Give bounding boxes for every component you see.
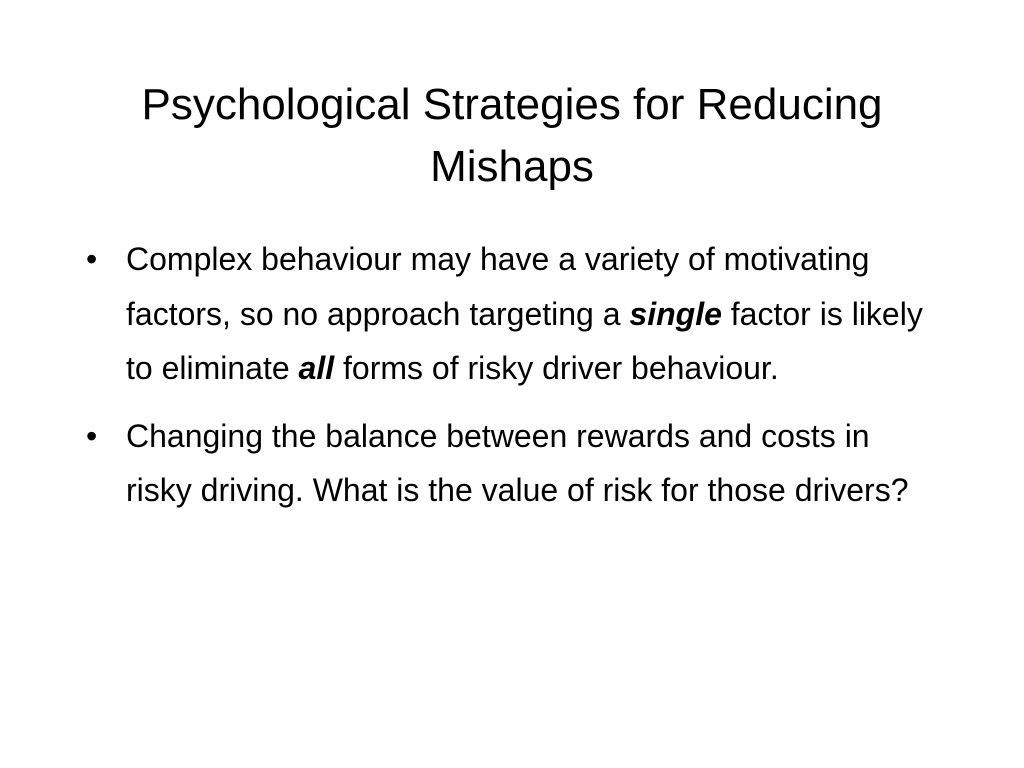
slide-title: Psychological Strategies for Reducing Mishaps: [141, 80, 883, 191]
bullet-text-run: Complex behaviour may have a variety of motivating factors, so no approach targeting a: [126, 241, 870, 332]
bullet-text: [126, 409, 944, 518]
bullet-text: [126, 232, 944, 396]
bullet-text-run: factor is likely to eliminate: [126, 295, 923, 386]
emphasized-word: single: [629, 295, 722, 332]
emphasized-word: all: [298, 350, 335, 386]
bullet-text-run: forms of risky driver behaviour.: [334, 350, 779, 386]
bullet-list: [86, 232, 944, 531]
bullet-marker: •: [86, 417, 98, 454]
bullet-item: [86, 232, 944, 396]
bullet-item: [86, 409, 944, 518]
bullet-marker: •: [86, 241, 98, 277]
bullet-text-run: Changing the balance between rewards and costs in risky driving. What is the value of risk for those drivers?: [126, 417, 909, 508]
